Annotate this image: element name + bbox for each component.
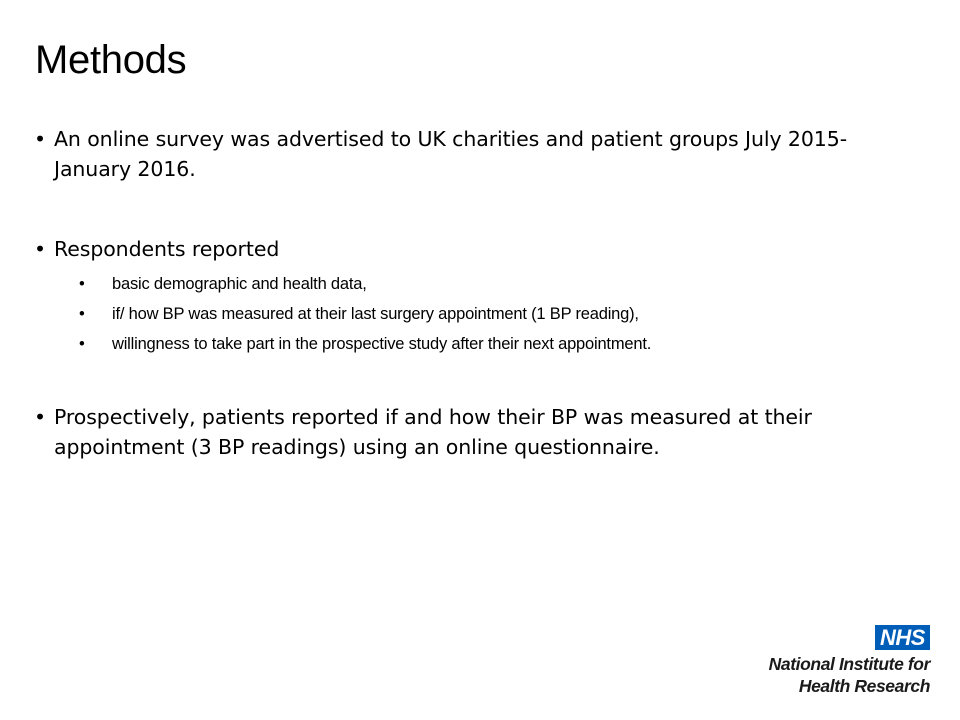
sub-bullet-item: • basic demographic and health data, <box>54 269 924 299</box>
sub-bullet-item: • if/ how BP was measured at their last surgery appointment (1 BP reading), <box>54 299 924 329</box>
bullet-list <box>34 124 924 462</box>
nihr-logo <box>730 625 930 700</box>
sub-bullet-list <box>54 269 924 359</box>
bullet-item-text: Respondents reported <box>54 237 280 261</box>
bullet-item: • An online survey was advertised to UK charities and patient groups July 2015-January 2016. <box>34 124 924 184</box>
slide-title: Methods <box>35 38 187 82</box>
logo-text-line-2: Health Research <box>798 676 930 696</box>
bullet-item: • Prospectively, patients reported if and how their BP was measured at their appointment (3 BP readings) using an online questionnaire. <box>34 402 924 462</box>
sub-bullet-item: • willingness to take part in the prospective study after their next appointment. <box>54 329 924 359</box>
nhs-badge: NHS <box>875 625 930 650</box>
bullet-item <box>34 234 924 359</box>
logo-text-line-1: National Institute for <box>768 654 930 674</box>
